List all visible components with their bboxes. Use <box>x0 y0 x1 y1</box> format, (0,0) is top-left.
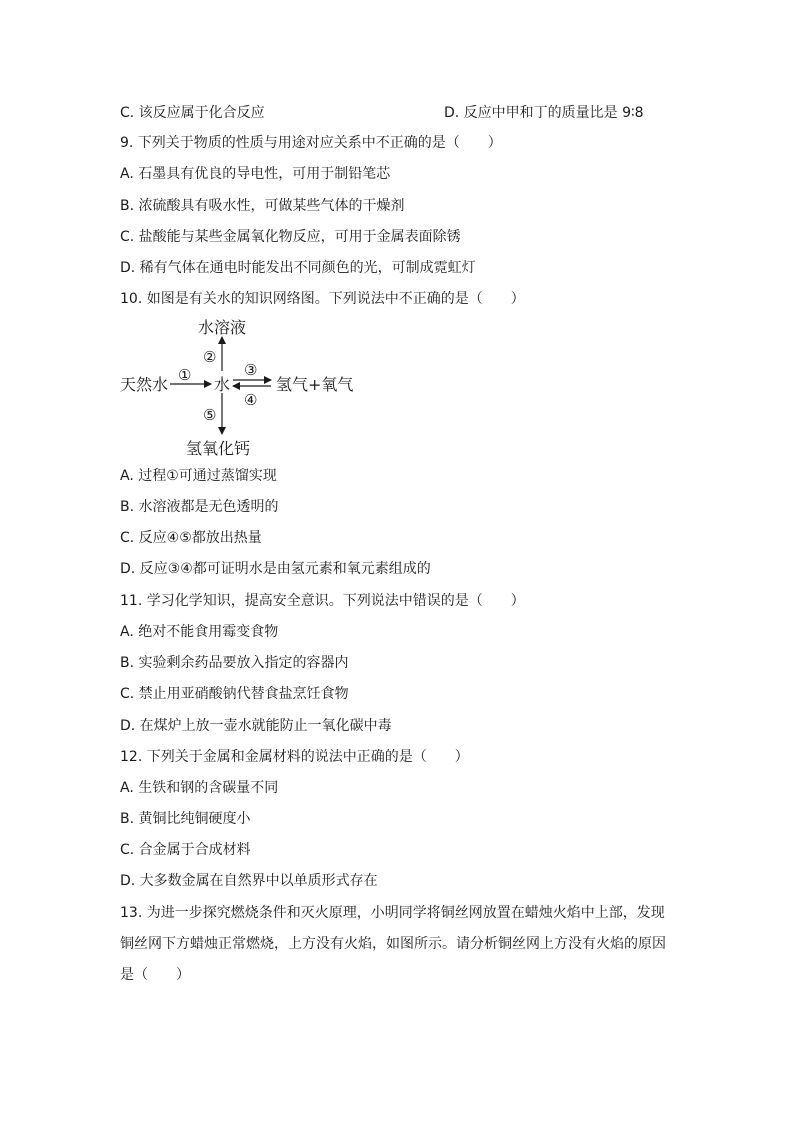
q13-stem-line-3: 是（ ） <box>120 967 190 983</box>
diagram-top-node: 水溶液 <box>198 318 247 337</box>
q11-option-a: A. 绝对不能食用霉变食物 <box>120 624 279 640</box>
q13-stem-line-1: 13. 为进一步探究燃烧条件和灭火原理，小明同学将铜丝网放置在蜡烛火焰中上部，发现 <box>120 905 665 921</box>
diagram-center-node: 水 <box>214 375 231 394</box>
q10-option-c: C. 反应④⑤都放出热量 <box>120 530 262 546</box>
q9-option-c: C. 盐酸能与某些金属氧化物反应，可用于金属表面除锈 <box>120 229 461 245</box>
q11-option-c: C. 禁止用亚硝酸钠代替食盐烹饪食物 <box>120 686 349 702</box>
q12-option-d: D. 大多数金属在自然界中以单质形式存在 <box>120 873 378 889</box>
q10-stem: 10. 如图是有关水的知识网络图。下列说法中不正确的是（ ） <box>120 291 525 307</box>
diagram-right-node: 氢气+氧气 <box>276 375 354 394</box>
q11-option-b: B. 实验剩余药品要放入指定的容器内 <box>120 655 349 671</box>
label-1: ① <box>178 366 192 384</box>
q9-option-a: A. 石墨具有优良的导电性，可用于制铅笔芯 <box>120 166 391 182</box>
label-2: ② <box>203 348 217 366</box>
q9-option-d: D. 稀有气体在通电时能发出不同颜色的光，可制成霓虹灯 <box>120 260 476 276</box>
label-3: ③ <box>244 361 258 379</box>
q13-stem-line-2: 铜丝网下方蜡烛正常燃烧，上方没有火焰，如图所示。请分析铜丝网上方没有火焰的原因 <box>120 936 666 952</box>
label-5: ⑤ <box>203 406 217 424</box>
q8-option-d: D. 反应中甲和丁的质量比是 9∶8 <box>444 105 644 121</box>
diagram-bottom-node: 氢氧化钙 <box>186 439 251 458</box>
q12-stem: 12. 下列关于金属和金属材料的说法中正确的是（ ） <box>120 749 469 765</box>
q9-stem: 9. 下列关于物质的性质与用途对应关系中不正确的是（ ） <box>120 135 502 151</box>
q10-option-a: A. 过程①可通过蒸馏实现 <box>120 468 277 484</box>
q12-option-a: A. 生铁和钢的含碳量不同 <box>120 780 279 796</box>
q12-option-c: C. 合金属于合成材料 <box>120 842 251 858</box>
q8-option-c: C. 该反应属于化合反应 <box>120 105 265 121</box>
diagram-left-node: 天然水 <box>120 375 169 394</box>
label-4: ④ <box>244 391 258 409</box>
water-knowledge-network-diagram <box>118 313 368 463</box>
q10-option-d: D. 反应③④都可证明水是由氢元素和氧元素组成的 <box>120 561 431 577</box>
q12-option-b: B. 黄铜比纯铜硬度小 <box>120 811 251 827</box>
q11-option-d: D. 在煤炉上放一壶水就能防止一氧化碳中毒 <box>120 718 392 734</box>
q10-option-b: B. 水溶液都是无色透明的 <box>120 499 279 515</box>
q9-option-b: B. 浓硫酸具有吸水性，可做某些气体的干燥剂 <box>120 198 405 214</box>
q11-stem: 11. 学习化学知识，提高安全意识。下列说法中错误的是（ ） <box>120 593 525 609</box>
